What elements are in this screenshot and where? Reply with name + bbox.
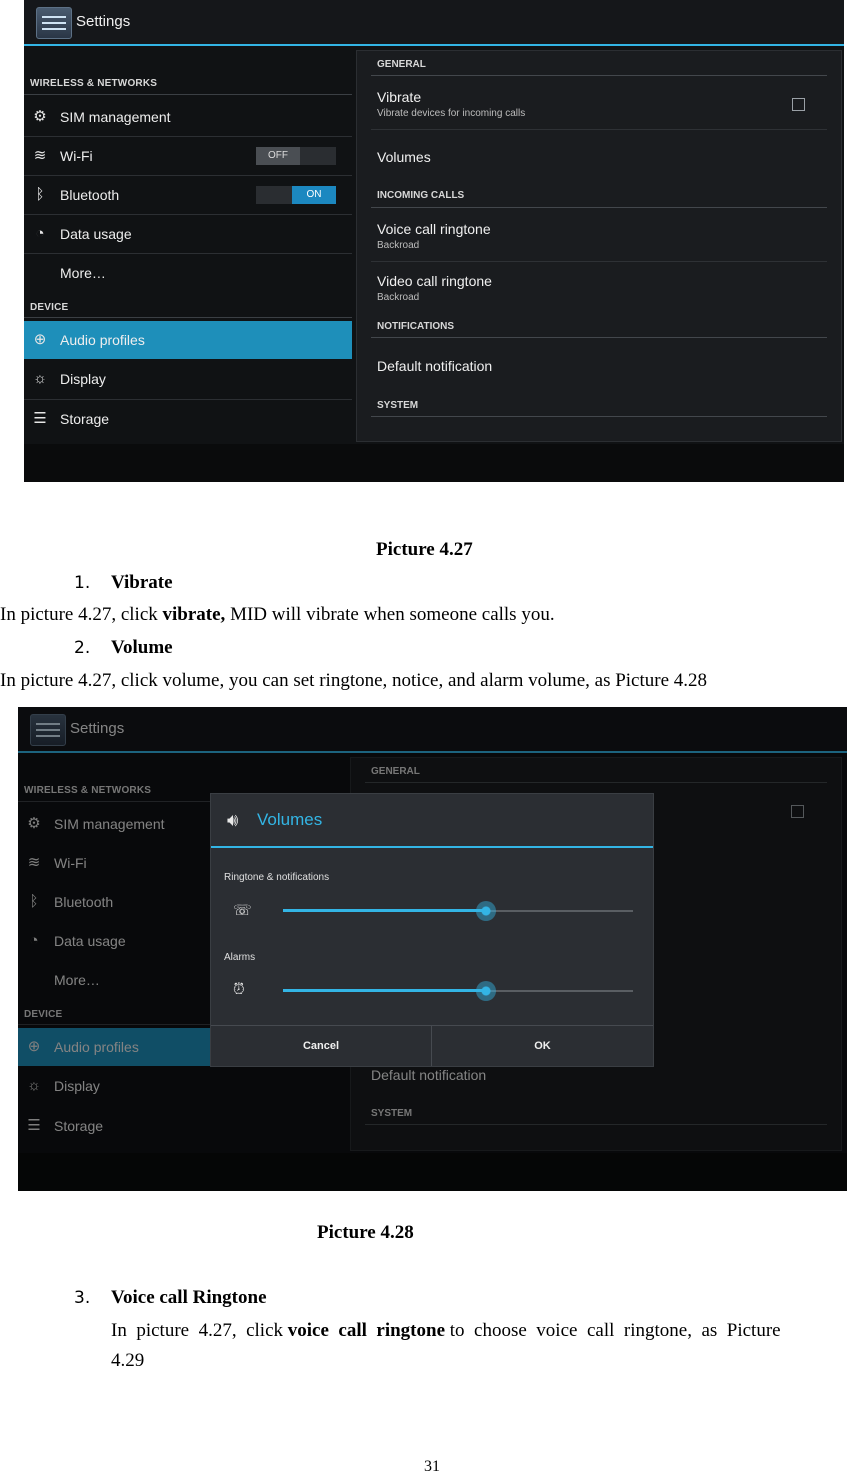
section-divider — [371, 75, 827, 76]
sidebar-item-label: Storage — [60, 411, 110, 427]
row-divider — [371, 261, 827, 262]
sidebar-item-label: Display — [60, 371, 106, 387]
slider-fill — [283, 989, 486, 992]
default-notification-row[interactable]: Default notification — [377, 358, 493, 374]
sidebar-item-display[interactable] — [24, 360, 352, 398]
slider-thumb[interactable] — [476, 981, 496, 1001]
sidebar-item-label: Data usage — [60, 226, 132, 242]
wifi-toggle[interactable] — [256, 147, 336, 165]
action-bar — [24, 0, 844, 46]
storage-icon: ☰ — [33, 410, 47, 427]
alarm-clock-icon: ⏰︎ — [233, 981, 245, 998]
dialog-title: Volumes — [257, 810, 323, 829]
sidebar-item-data-usage[interactable] — [24, 215, 352, 253]
display-icon: ☼ — [33, 370, 47, 387]
dialog-title-divider — [211, 846, 653, 848]
cancel-button[interactable]: Cancel — [211, 1026, 432, 1066]
paragraph-voice-call-ringtone-line2: 4.29 — [111, 1350, 145, 1371]
bluetooth-toggle[interactable] — [256, 186, 336, 204]
caption-picture-4-28: Picture 4.28 — [317, 1222, 414, 1243]
wifi-icon: ≋ — [27, 854, 41, 871]
volumes-row[interactable]: Volumes — [377, 149, 431, 165]
section-general: GENERAL — [377, 59, 426, 70]
alarm-volume-slider[interactable] — [283, 990, 633, 992]
app-title: Settings — [70, 720, 125, 737]
wifi-icon: ≋ — [33, 147, 47, 164]
bluetooth-icon: ᛒ — [35, 186, 45, 203]
sidebar-item-storage[interactable] — [24, 400, 352, 438]
sidebar-item-label: SIM management — [54, 816, 165, 832]
system-nav-bar — [24, 444, 844, 482]
bluetooth-icon: ᛒ — [29, 893, 39, 910]
alarms-label: Alarms — [224, 952, 256, 963]
list-number-2 — [74, 636, 90, 660]
video-ringtone-title: Video call ringtone — [377, 273, 492, 289]
storage-icon: ☰ — [27, 1117, 41, 1134]
sidebar-item-label: Bluetooth — [54, 894, 114, 910]
display-icon: ☼ — [27, 1077, 41, 1094]
settings-app-icon[interactable] — [36, 7, 72, 39]
sidebar-item-audio-profiles[interactable] — [24, 321, 352, 359]
ringtone-label: Ringtone & notifications — [224, 872, 330, 883]
list-number-1 — [74, 571, 90, 595]
section-system: SYSTEM — [377, 400, 419, 411]
ok-button[interactable]: OK — [534, 1040, 551, 1052]
heading-voice-call-ringtone: Voice call Ringtone — [111, 1287, 267, 1308]
app-title: Settings — [76, 13, 131, 30]
screenshot-picture-4-28 — [18, 707, 847, 1191]
heading-vibrate: Vibrate — [111, 572, 173, 593]
sidebar-item-label: Audio profiles — [60, 332, 145, 348]
sidebar-item-label: Data usage — [54, 933, 126, 949]
sidebar-item-label: Bluetooth — [60, 187, 120, 203]
sidebar-item-label: Display — [54, 1078, 100, 1094]
sidebar-item-wifi[interactable] — [24, 137, 352, 175]
section-general: GENERAL — [371, 766, 420, 777]
screenshot-picture-4-27 — [24, 0, 844, 482]
row-divider — [371, 129, 827, 130]
data-usage-icon: ◔ — [35, 225, 45, 242]
sidebar-item-label: Audio profiles — [54, 1039, 139, 1055]
section-divider — [371, 207, 827, 208]
section-incoming-calls: INCOMING CALLS — [377, 190, 465, 201]
text-run: to choose voice call ringtone, as Picture — [445, 1320, 781, 1341]
audio-profiles-icon: ⊕ — [27, 1038, 41, 1055]
ringtone-icon: ☏ — [233, 902, 252, 919]
voice-ringtone-title: Voice call ringtone — [377, 221, 491, 237]
toggle-state: OFF — [256, 147, 300, 165]
ringtone-volume-slider[interactable] — [283, 910, 633, 912]
video-ringtone-summary: Backroad — [377, 292, 420, 303]
paragraph-volume: In picture 4.27, click volume, you can set ringtone, notice, and alarm volume, as Picture 4.28 — [0, 670, 708, 691]
data-usage-icon: ◔ — [29, 932, 39, 949]
text-run-bold: voice call ringtone — [287, 1320, 446, 1341]
section-wireless: WIRELESS & NETWORKS — [24, 785, 152, 796]
caption-picture-4-27: Picture 4.27 — [376, 539, 473, 560]
sidebar-item-label: Wi-Fi — [60, 148, 93, 164]
section-divider — [24, 317, 352, 318]
sidebar-item-label: More… — [54, 972, 100, 988]
volumes-dialog — [210, 793, 654, 1067]
default-notification-row[interactable]: Default notification — [371, 1067, 487, 1083]
text-run: MID will vibrate when someone calls you. — [225, 604, 555, 625]
section-device: DEVICE — [30, 302, 69, 313]
slider-fill — [283, 909, 486, 912]
sidebar-item-more[interactable] — [24, 254, 352, 292]
sidebar-item-label: SIM management — [60, 109, 171, 125]
paragraph-vibrate — [0, 603, 555, 627]
text-run: In picture 4.27, click — [111, 1320, 288, 1341]
voice-ringtone-summary: Backroad — [377, 240, 420, 251]
dialog-buttons — [211, 1025, 653, 1066]
section-system: SYSTEM — [371, 1108, 413, 1119]
section-notifications: NOTIFICATIONS — [377, 321, 455, 332]
list-number: 1. — [74, 573, 91, 593]
page-number: 31 — [424, 1458, 440, 1475]
vibrate-title: Vibrate — [377, 89, 422, 105]
toggle-state: ON — [292, 186, 336, 204]
speaker-icon: 🔊︎ — [227, 810, 239, 830]
heading-volume: Volume — [111, 637, 173, 658]
audio-profiles-icon: ⊕ — [33, 331, 47, 348]
slider-thumb[interactable] — [476, 901, 496, 921]
section-divider — [24, 94, 352, 95]
text-run-bold: vibrate, — [162, 604, 226, 625]
section-divider — [371, 416, 827, 417]
sidebar-item-label: Wi-Fi — [54, 855, 87, 871]
text-run: In picture 4.27, click — [0, 604, 163, 625]
list-number-3 — [74, 1286, 90, 1310]
settings-right-pane — [356, 50, 842, 442]
vibrate-summary: Vibrate devices for incoming calls — [377, 108, 526, 119]
section-device: DEVICE — [24, 1009, 63, 1020]
sidebar-item-sim[interactable] — [24, 98, 352, 136]
list-number: 2. — [74, 638, 91, 658]
paragraph-voice-call-ringtone — [111, 1319, 781, 1343]
sidebar-item-bluetooth[interactable] — [24, 176, 352, 214]
section-wireless: WIRELESS & NETWORKS — [30, 78, 158, 89]
sidebar-item-label: More… — [60, 265, 106, 281]
vibrate-checkbox[interactable] — [792, 98, 805, 111]
sim-icon: ⚙ — [33, 108, 47, 125]
list-number: 3. — [74, 1288, 91, 1308]
sim-icon: ⚙ — [27, 815, 41, 832]
section-divider — [371, 337, 827, 338]
sidebar-item-label: Storage — [54, 1118, 104, 1134]
